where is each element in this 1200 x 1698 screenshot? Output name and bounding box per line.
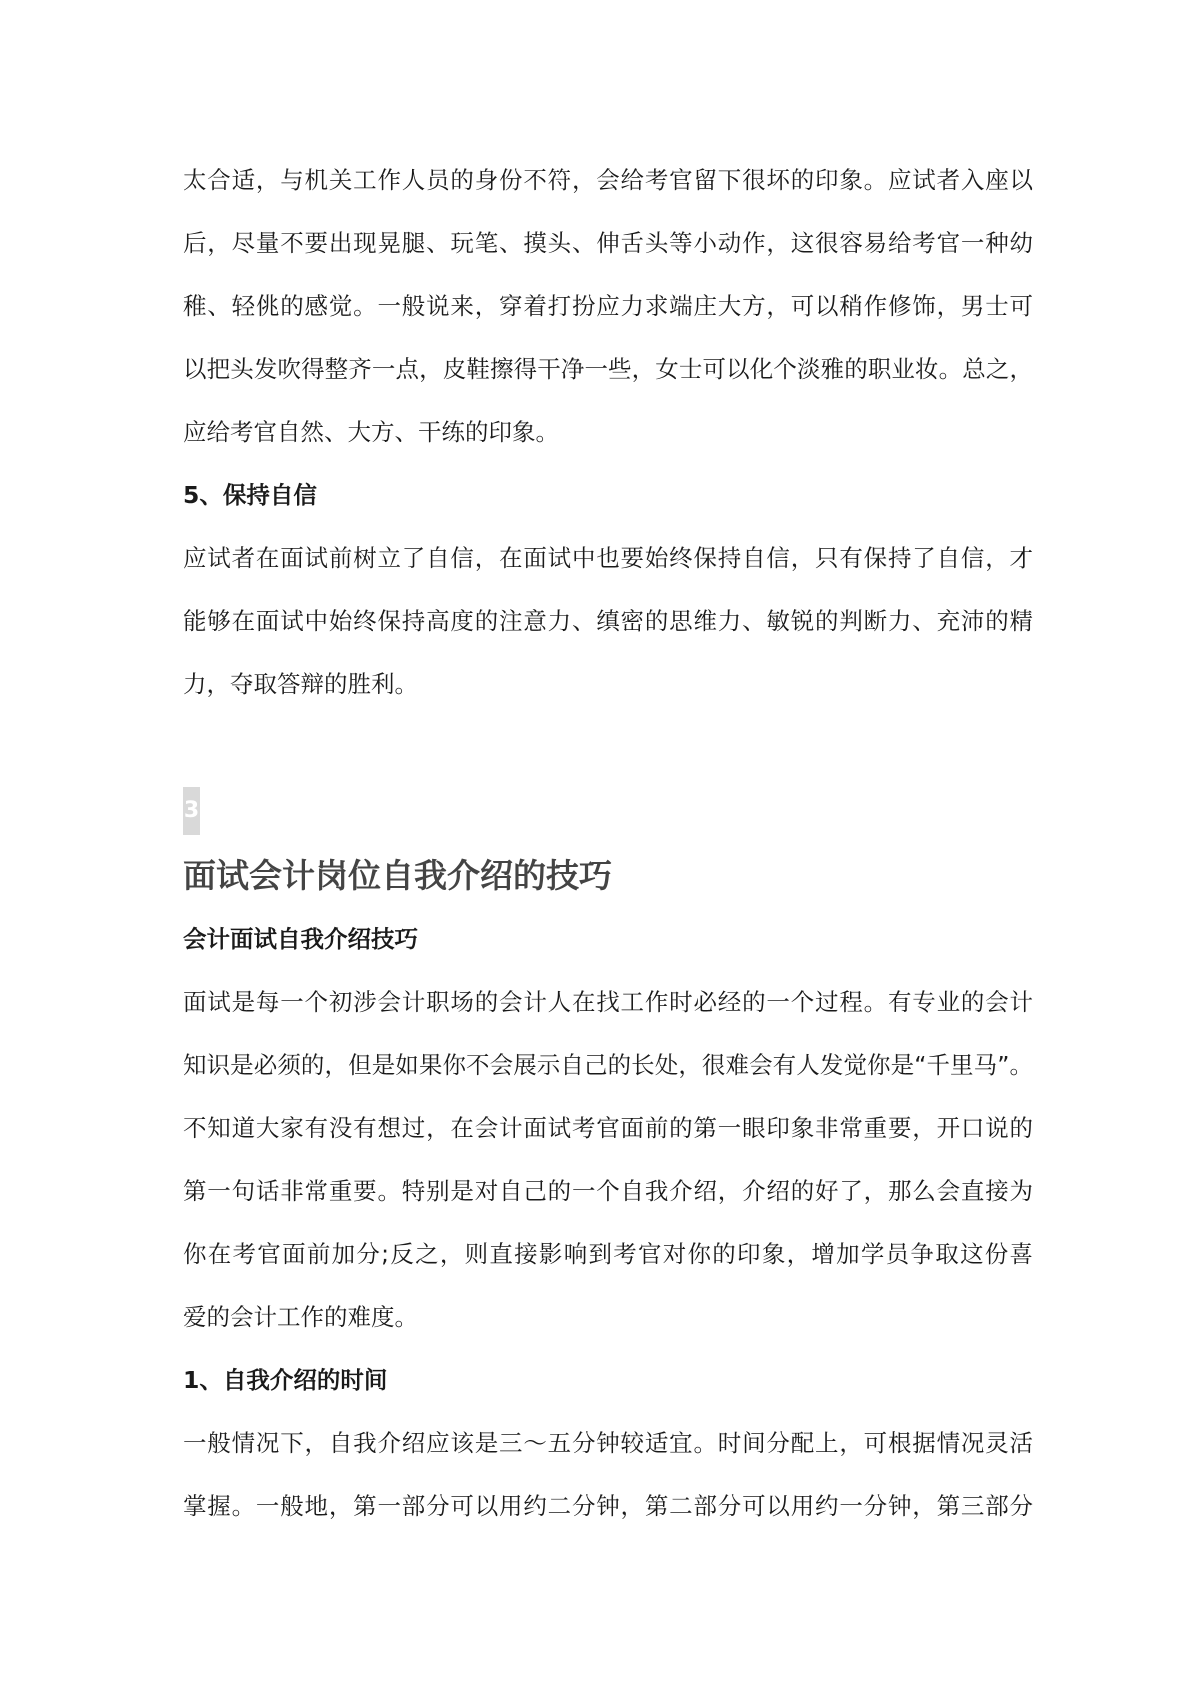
paragraph-line: 掌握。一般地，第一部分可以用约二分钟，第二部分可以用约一分钟，第三部分 bbox=[183, 1492, 1033, 1520]
paragraph-line: 你在考官面前加分;反之，则直接影响到考官对你的印象，增加学员争取这份喜 bbox=[183, 1240, 1033, 1268]
paragraph-line: 爱的会计工作的难度。 bbox=[183, 1303, 418, 1331]
paragraph-line: 应试者在面试前树立了自信，在面试中也要始终保持自信，只有保持了自信，才 bbox=[183, 544, 1033, 572]
paragraph-line: 能够在面试中始终保持高度的注意力、缜密的思维力、敏锐的判断力、充沛的精 bbox=[183, 607, 1033, 635]
paragraph-line: 不知道大家有没有想过，在会计面试考官面前的第一眼印象非常重要，开口说的 bbox=[183, 1114, 1033, 1142]
subsection-heading: 5、保持自信 bbox=[183, 481, 317, 509]
paragraph-line: 第一句话非常重要。特别是对自己的一个自我介绍，介绍的好了，那么会直接为 bbox=[183, 1177, 1033, 1205]
paragraph-line: 太合适，与机关工作人员的身份不符，会给考官留下很坏的印象。应试者入座以 bbox=[183, 166, 1033, 194]
text-column bbox=[183, 0, 1033, 1698]
paragraph-line: 以把头发吹得整齐一点，皮鞋擦得干净一些，女士可以化个淡雅的职业妆。总之， bbox=[183, 355, 1033, 383]
paragraph-line: 一般情况下，自我介绍应该是三～五分钟较适宜。时间分配上，可根据情况灵活 bbox=[183, 1429, 1033, 1457]
paragraph-line: 力，夺取答辩的胜利。 bbox=[183, 670, 418, 698]
subheading: 会计面试自我介绍技巧 bbox=[183, 925, 418, 953]
paragraph-line: 后，尽量不要出现晃腿、玩笔、摸头、伸舌头等小动作，这很容易给考官一种幼 bbox=[183, 229, 1033, 257]
paragraph-line: 应给考官自然、大方、干练的印象。 bbox=[183, 418, 559, 446]
section-title: 面试会计岗位自我介绍的技巧 bbox=[183, 856, 612, 895]
section-number-badge: 3 bbox=[183, 787, 200, 835]
paragraph-line: 知识是必须的，但是如果你不会展示自己的长处，很难会有人发觉你是“千里马”。 bbox=[183, 1051, 1033, 1079]
paragraph-line: 面试是每一个初涉会计职场的会计人在找工作时必经的一个过程。有专业的会计 bbox=[183, 988, 1033, 1016]
subsection-heading: 1、自我介绍的时间 bbox=[183, 1366, 388, 1394]
paragraph-line: 稚、轻佻的感觉。一般说来，穿着打扮应力求端庄大方，可以稍作修饰，男士可 bbox=[183, 292, 1033, 320]
